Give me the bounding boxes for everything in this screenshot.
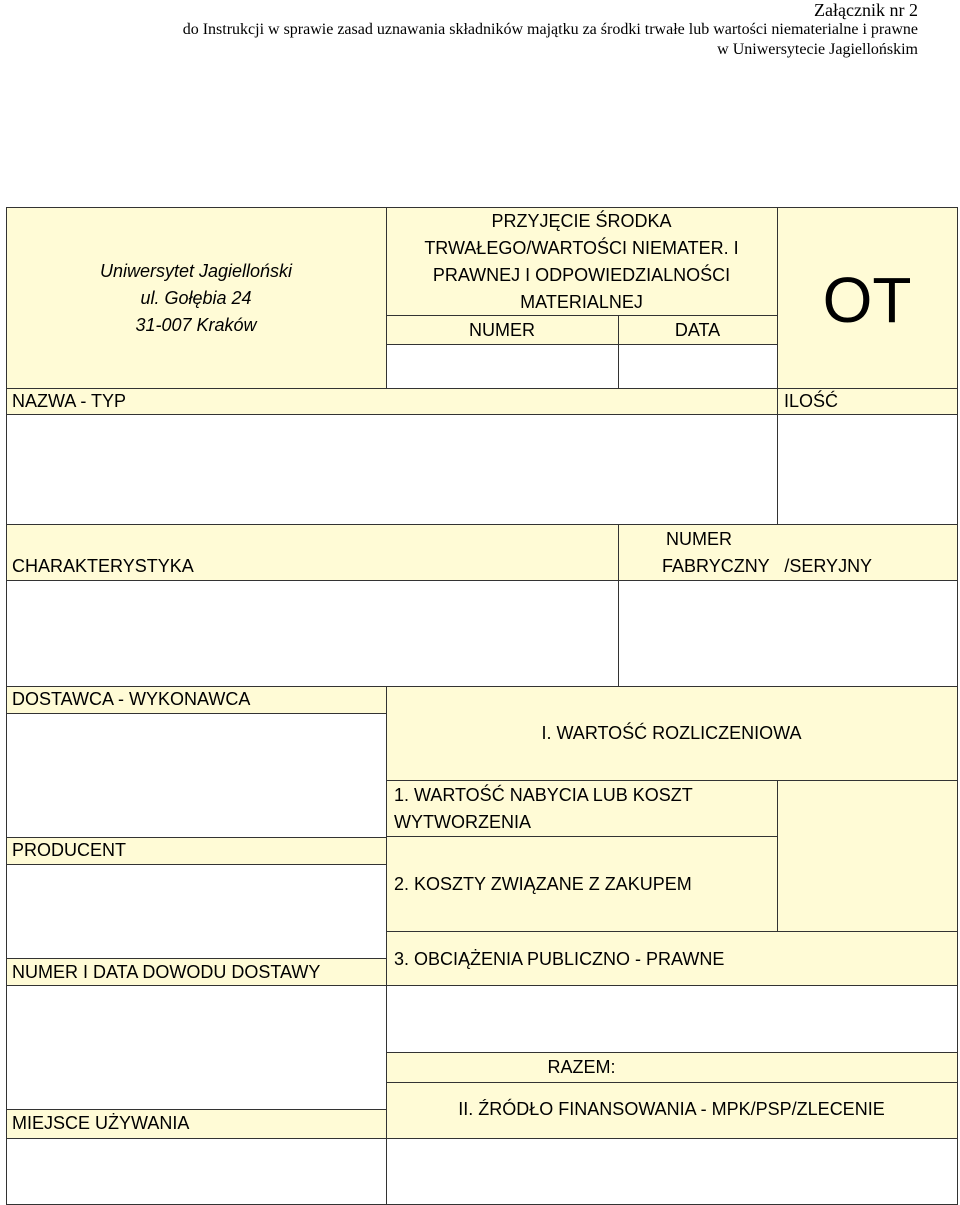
funding-source-field[interactable] [386,1138,957,1204]
document-title-line-2: TRWAŁEGO/WARTOŚCI NIEMATER. I [424,238,739,258]
supplier-label: DOSTAWCA - WYKONAWCA [12,689,251,709]
grid-line [386,686,387,1205]
grid-line [6,864,386,865]
grid-line [6,985,957,986]
document-title-line-3: PRAWNEJ I ODPOWIEDZIALNOŚCI [432,265,731,285]
grid-line [6,388,957,389]
document-date-field[interactable] [618,344,777,388]
delivery-doc-field[interactable] [6,985,386,1109]
usage-place-label: MIEJSCE UŻYWANIA [12,1113,190,1133]
grid-line [777,388,778,524]
grid-line [386,780,957,781]
characteristics-label: CHARAKTERYSTYKA [12,556,194,576]
grid-line [6,686,957,687]
grid-line [6,1109,386,1110]
producer-label: PRODUCENT [12,840,127,860]
grid-line [6,207,957,208]
name-type-field[interactable] [6,414,777,524]
acquisition-value-label-line-1: 1. WARTOŚĆ NABYCIA LUB KOSZT [394,785,693,805]
quantity-field[interactable] [777,414,957,524]
grid-line [6,713,386,714]
quantity-label: ILOŚĆ [784,391,839,411]
instruction-line-2: w Uniwersytecie Jagiellońskim [717,41,918,58]
document-date-label: DATA [674,320,721,340]
delivery-doc-label: NUMER I DATA DOWODU DOSTAWY [12,962,321,982]
grid-line [957,207,958,1205]
grid-line [6,1138,957,1139]
funding-source-label: II. ŹRÓDŁO FINANSOWANIA - MPK/PSP/ZLECENIE [458,1099,885,1119]
public-charges-values-field[interactable] [386,985,957,1052]
grid-line [386,344,777,345]
grid-line [6,580,957,581]
grid-line [6,414,957,415]
grid-line [6,524,957,525]
total-label: RAZEM: [547,1057,616,1077]
valuation-title: I. WARTOŚĆ ROZLICZENIOWA [541,723,802,743]
grid-line [386,1082,957,1083]
serial-number-field[interactable] [618,580,957,686]
grid-line [777,780,778,931]
grid-line [6,837,386,838]
characteristics-field[interactable] [6,580,618,686]
grid-line [386,315,777,316]
grid-line [6,207,7,1205]
supplier-field[interactable] [6,713,386,837]
university-city: 31-007 Kraków [135,315,257,335]
attachment-label: Załącznik nr 2 [814,0,918,20]
document-code: OT [822,264,912,336]
valuation-values-cell [777,780,957,931]
grid-line [386,836,777,837]
document-number-field[interactable] [386,344,618,388]
instruction-line-1: do Instrukcji w sprawie zasad uznawania składników majątku za środki trwałe lub wartości niematerialne i prawne [182,21,918,38]
grid-line [618,524,619,686]
document-title-line-4: MATERIALNEJ [520,292,643,312]
grid-line [6,958,386,959]
acquisition-value-label-line-2: WYTWORZENIA [394,812,531,832]
purchase-costs-label: 2. KOSZTY ZWIĄZANE Z ZAKUPEM [394,874,692,894]
serial-number-label-line-2: FABRYCZNY /SERYJNY [662,556,873,576]
producer-field[interactable] [6,864,386,958]
grid-line [386,931,957,932]
university-name: Uniwersytet Jagielloński [99,261,293,281]
name-type-label: NAZWA - TYP [12,391,127,411]
usage-place-field[interactable] [6,1138,386,1204]
university-street: ul. Gołębia 24 [140,288,252,308]
serial-number-label-line-1: NUMER [666,529,732,549]
grid-line [386,1052,957,1053]
document-title-line-1: PRZYJĘCIE ŚRODKA [491,211,672,231]
document-number-label: NUMER [469,320,535,340]
public-charges-label: 3. OBCIĄŻENIA PUBLICZNO - PRAWNE [394,949,725,969]
